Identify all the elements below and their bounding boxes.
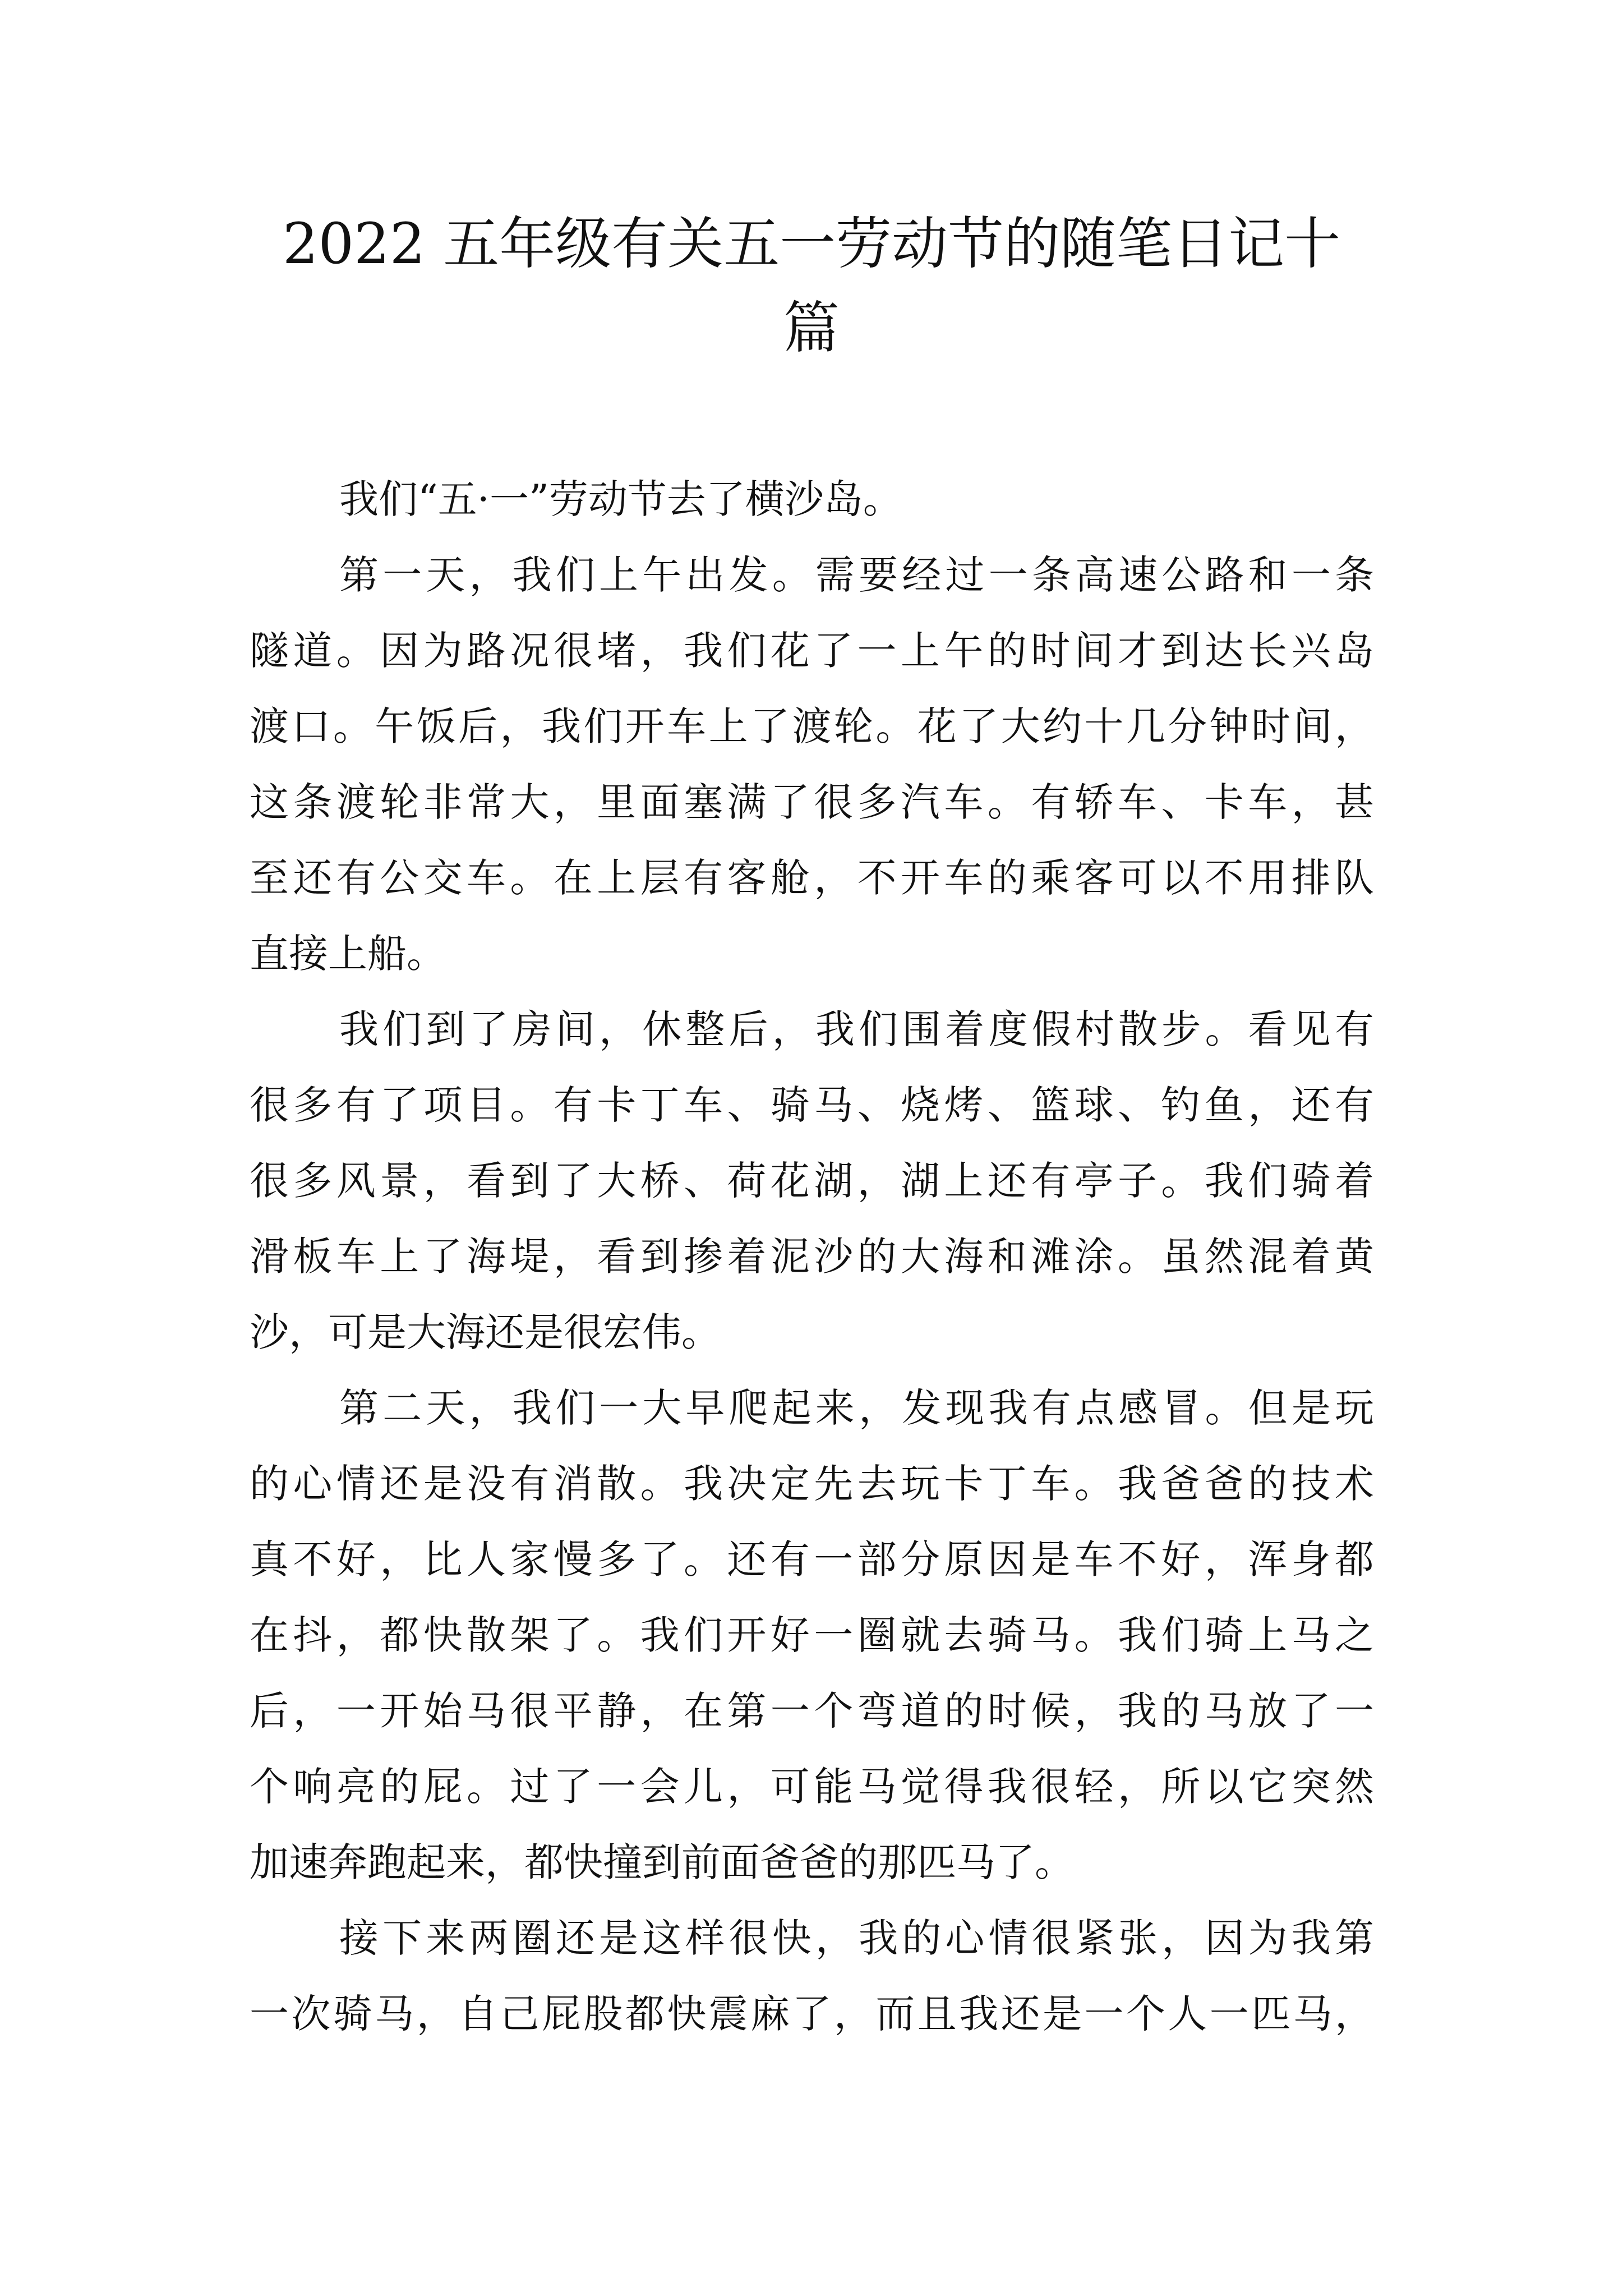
paragraph-4-line-2: 的心情还是没有消散。我决定先去玩卡丁车。我爸爸的技术 (250, 1461, 1374, 1507)
paragraph-3-line-1: 我们到了房间，休整后，我们围着度假村散步。看见有 (339, 1006, 1374, 1052)
paragraph-2-line-4: 这条渡轮非常大，里面塞满了很多汽车。有轿车、卡车，甚 (250, 779, 1374, 825)
paragraph-2-line-1: 第一天，我们上午出发。需要经过一条高速公路和一条 (339, 552, 1374, 598)
paragraph-4-line-4: 在抖，都快散架了。我们开好一圈就去骑马。我们骑上马之 (250, 1612, 1374, 1658)
paragraph-4-line-7: 加速奔跑起来，都快撞到前面爸爸的那匹马了。 (250, 1839, 1074, 1885)
paragraph-3-line-3: 很多风景，看到了大桥、荷花湖，湖上还有亭子。我们骑着 (250, 1158, 1374, 1204)
paragraph-4-line-3: 真不好，比人家慢多了。还有一部分原因是车不好，浑身都 (250, 1536, 1374, 1582)
paragraph-5-line-2: 一次骑马，自己屁股都快震麻了，而且我还是一个人一匹马， (250, 1991, 1374, 2037)
paragraph-2-line-3: 渡口。午饭后，我们开车上了渡轮。花了大约十几分钟时间， (250, 703, 1374, 749)
paragraph-4-line-6: 个响亮的屁。过了一会儿，可能马觉得我很轻，所以它突然 (250, 1764, 1374, 1810)
paragraph-2-line-6: 直接上船。 (250, 931, 446, 977)
document-title-line-2: 篇 (783, 295, 840, 361)
paragraph-3-line-4: 滑板车上了海堤，看到掺着泥沙的大海和滩涂。虽然混着黄 (250, 1234, 1374, 1280)
paragraph-4-line-1: 第二天，我们一大早爬起来，发现我有点感冒。但是玩 (339, 1385, 1374, 1431)
document-title-line-1: 2022 五年级有关五一劳动节的随笔日记十 (282, 211, 1341, 277)
paragraph-3-line-5: 沙，可是大海还是很宏伟。 (250, 1309, 721, 1355)
paragraph-5-line-1: 接下来两圈还是这样很快，我的心情很紧张，因为我第 (339, 1915, 1374, 1961)
paragraph-2-line-5: 至还有公交车。在上层有客舱，不开车的乘客可以不用排队 (250, 855, 1374, 901)
paragraph-4-line-5: 后，一开始马很平静，在第一个弯道的时候，我的马放了一 (250, 1688, 1374, 1734)
paragraph-2-line-2: 隧道。因为路况很堵，我们花了一上午的时间才到达长兴岛 (250, 628, 1374, 674)
paragraph-1-line-1: 我们“五·一”劳动节去了横沙岛。 (339, 476, 902, 522)
paragraph-3-line-2: 很多有了项目。有卡丁车、骑马、烧烤、篮球、钓鱼，还有 (250, 1082, 1374, 1128)
